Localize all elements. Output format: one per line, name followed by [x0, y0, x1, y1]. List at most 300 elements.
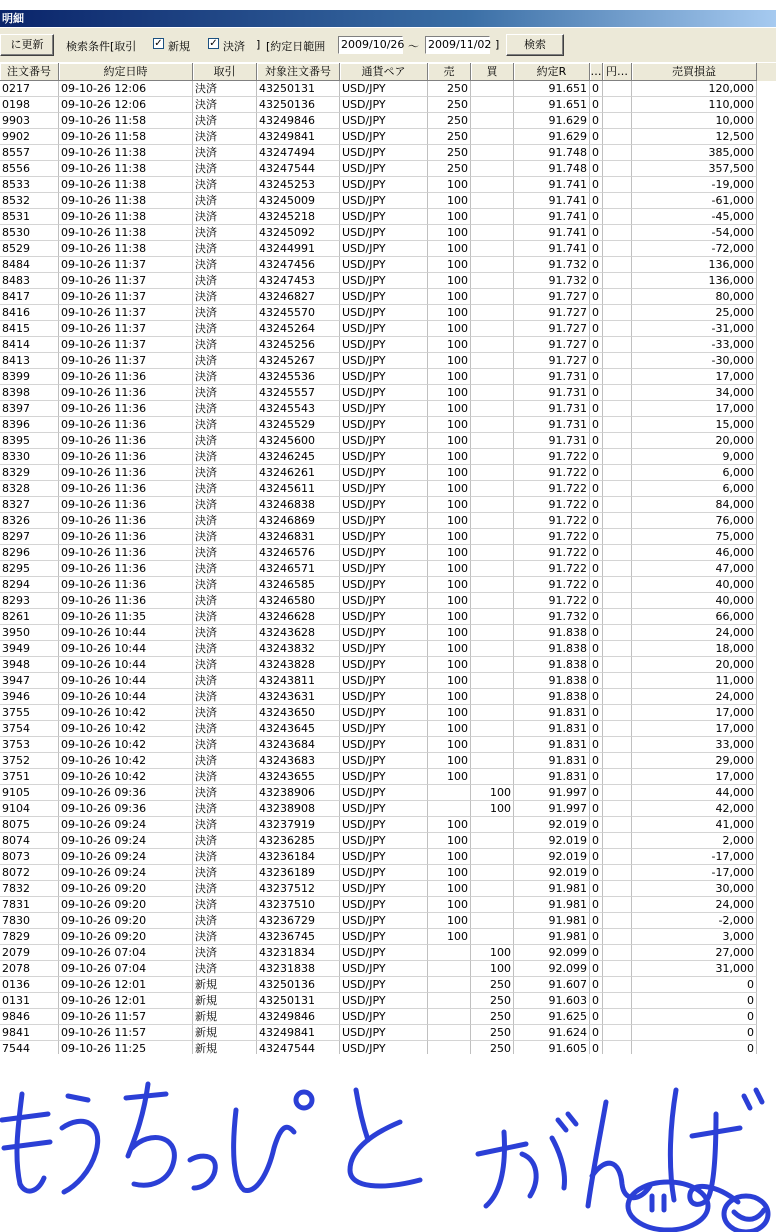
table-row[interactable]	[0, 369, 776, 385]
cell-sell-qty: 100	[428, 257, 471, 273]
cell-col-misc: 0	[590, 561, 603, 577]
cell-sell-qty: 100	[428, 433, 471, 449]
cell-sell-qty: 100	[428, 881, 471, 897]
table-row[interactable]	[0, 449, 776, 465]
cell-col-misc: 0	[590, 961, 603, 977]
cell-currency-pair: USD/JPY	[340, 977, 428, 993]
cell-col-yen	[603, 1041, 632, 1054]
table-row[interactable]	[0, 1041, 776, 1054]
cell-buy-qty	[471, 593, 514, 609]
cell-exec-rate: 91.727	[514, 305, 590, 321]
cell-exec-rate: 92.019	[514, 817, 590, 833]
cell-order-no: 8416	[0, 305, 59, 321]
cell-col-misc: 0	[590, 433, 603, 449]
cell-exec-time: 09-10-26 11:38	[59, 209, 193, 225]
cell-order-no: 0217	[0, 81, 59, 97]
cell-profit-loss: 47,000	[632, 561, 757, 577]
cell-exec-rate: 91.722	[514, 449, 590, 465]
table-row[interactable]	[0, 609, 776, 625]
cell-col-yen	[603, 817, 632, 833]
cell-profit-loss: 24,000	[632, 897, 757, 913]
cell-sell-qty	[428, 1009, 471, 1025]
table-row[interactable]	[0, 945, 776, 961]
cell-target-order-no: 43246580	[257, 593, 340, 609]
cell-col-yen	[603, 577, 632, 593]
cell-buy-qty	[471, 657, 514, 673]
cell-target-order-no: 43250136	[257, 97, 340, 113]
cell-profit-loss: 44,000	[632, 785, 757, 801]
column-header-target-order-no[interactable]: 対象注文番号	[257, 63, 340, 81]
cell-currency-pair: USD/JPY	[340, 145, 428, 161]
cell-col-misc: 0	[590, 161, 603, 177]
cell-exec-time: 09-10-26 09:36	[59, 785, 193, 801]
cell-currency-pair: USD/JPY	[340, 561, 428, 577]
cell-target-order-no: 43249846	[257, 113, 340, 129]
table-row[interactable]	[0, 705, 776, 721]
cell-col-yen	[603, 977, 632, 993]
cell-order-no: 8329	[0, 465, 59, 481]
cell-target-order-no: 43245218	[257, 209, 340, 225]
cell-profit-loss: 40,000	[632, 577, 757, 593]
cell-currency-pair: USD/JPY	[340, 993, 428, 1009]
cell-exec-rate: 91.831	[514, 769, 590, 785]
cell-profit-loss: 80,000	[632, 289, 757, 305]
cell-trade-type: 決済	[193, 673, 257, 689]
cell-sell-qty: 100	[428, 689, 471, 705]
cell-col-yen	[603, 417, 632, 433]
cell-buy-qty	[471, 337, 514, 353]
cell-col-yen	[603, 737, 632, 753]
cell-sell-qty: 100	[428, 625, 471, 641]
cell-col-yen	[603, 865, 632, 881]
table-row[interactable]	[0, 273, 776, 289]
cell-order-no: 8261	[0, 609, 59, 625]
cell-buy-qty	[471, 737, 514, 753]
cell-currency-pair: USD/JPY	[340, 337, 428, 353]
table-row[interactable]	[0, 657, 776, 673]
cell-exec-time: 09-10-26 11:36	[59, 417, 193, 433]
cell-exec-time: 09-10-26 10:44	[59, 657, 193, 673]
cell-order-no: 3754	[0, 721, 59, 737]
handwritten-message	[0, 1056, 776, 1232]
cell-currency-pair: USD/JPY	[340, 737, 428, 753]
cell-exec-rate: 91.741	[514, 241, 590, 257]
cell-exec-time: 09-10-26 09:20	[59, 897, 193, 913]
cell-exec-time: 09-10-26 11:37	[59, 305, 193, 321]
cell-profit-loss: 33,000	[632, 737, 757, 753]
cell-col-misc: 0	[590, 273, 603, 289]
cell-currency-pair: USD/JPY	[340, 433, 428, 449]
cell-sell-qty: 100	[428, 369, 471, 385]
cell-buy-qty	[471, 433, 514, 449]
cell-order-no: 8396	[0, 417, 59, 433]
cell-profit-loss: 0	[632, 1025, 757, 1041]
cell-sell-qty: 100	[428, 337, 471, 353]
cell-exec-rate: 91.722	[514, 529, 590, 545]
cell-currency-pair: USD/JPY	[340, 321, 428, 337]
new-checkbox[interactable]: ✓	[154, 38, 163, 49]
table-row[interactable]	[0, 97, 776, 113]
cell-buy-qty: 250	[471, 993, 514, 1009]
table-row[interactable]	[0, 961, 776, 977]
cell-profit-loss: 75,000	[632, 529, 757, 545]
table-row[interactable]	[0, 897, 776, 913]
table-row[interactable]	[0, 257, 776, 273]
cell-col-misc: 0	[590, 737, 603, 753]
cell-exec-time: 09-10-26 09:24	[59, 817, 193, 833]
cell-target-order-no: 43247453	[257, 273, 340, 289]
cell-buy-qty	[471, 881, 514, 897]
cell-col-yen	[603, 97, 632, 113]
cell-buy-qty	[471, 289, 514, 305]
cell-profit-loss: 17,000	[632, 401, 757, 417]
table-row[interactable]	[0, 305, 776, 321]
table-row[interactable]	[0, 1009, 776, 1025]
cell-currency-pair: USD/JPY	[340, 353, 428, 369]
cell-order-no: 8295	[0, 561, 59, 577]
table-row[interactable]	[0, 801, 776, 817]
table-row[interactable]	[0, 721, 776, 737]
cell-sell-qty: 100	[428, 401, 471, 417]
cell-order-no: 8293	[0, 593, 59, 609]
cell-trade-type: 決済	[193, 545, 257, 561]
cell-trade-type: 新規	[193, 1025, 257, 1041]
cell-profit-loss: 385,000	[632, 145, 757, 161]
cell-trade-type: 決済	[193, 337, 257, 353]
cell-buy-qty	[471, 225, 514, 241]
cell-sell-qty: 100	[428, 209, 471, 225]
cell-target-order-no: 43247544	[257, 1041, 340, 1054]
column-header-col-yen[interactable]: 円…	[603, 63, 632, 81]
cell-exec-rate: 91.838	[514, 625, 590, 641]
cell-exec-time: 09-10-26 10:42	[59, 753, 193, 769]
cell-col-misc: 0	[590, 305, 603, 321]
cell-trade-type: 決済	[193, 721, 257, 737]
table-row[interactable]	[0, 1025, 776, 1041]
table-row[interactable]	[0, 817, 776, 833]
cell-buy-qty	[471, 401, 514, 417]
cell-col-yen	[603, 369, 632, 385]
cell-sell-qty: 100	[428, 897, 471, 913]
cell-buy-qty	[471, 753, 514, 769]
cell-col-misc: 0	[590, 289, 603, 305]
cell-buy-qty	[471, 257, 514, 273]
cell-exec-time: 09-10-26 11:36	[59, 497, 193, 513]
table-row[interactable]	[0, 321, 776, 337]
cell-currency-pair: USD/JPY	[340, 193, 428, 209]
table-row[interactable]	[0, 145, 776, 161]
table-row[interactable]	[0, 481, 776, 497]
cell-profit-loss: 18,000	[632, 641, 757, 657]
cell-col-yen	[603, 337, 632, 353]
cell-currency-pair: USD/JPY	[340, 1025, 428, 1041]
cell-target-order-no: 43245009	[257, 193, 340, 209]
cell-target-order-no: 43246245	[257, 449, 340, 465]
table-row[interactable]	[0, 129, 776, 145]
table-row[interactable]	[0, 545, 776, 561]
table-row[interactable]	[0, 993, 776, 1009]
cell-trade-type: 決済	[193, 833, 257, 849]
table-row[interactable]	[0, 241, 776, 257]
column-header-sell-qty[interactable]: 売	[428, 63, 471, 81]
cell-exec-rate: 92.019	[514, 865, 590, 881]
cell-buy-qty	[471, 641, 514, 657]
cell-sell-qty: 250	[428, 145, 471, 161]
cell-target-order-no: 43246576	[257, 545, 340, 561]
table-row[interactable]	[0, 513, 776, 529]
cell-col-yen	[603, 257, 632, 273]
cell-col-misc: 0	[590, 881, 603, 897]
cell-order-no: 3751	[0, 769, 59, 785]
column-header-currency-pair[interactable]: 通貨ペア	[340, 63, 428, 81]
table-row[interactable]	[0, 673, 776, 689]
cell-order-no: 8398	[0, 385, 59, 401]
cell-exec-time: 09-10-26 11:36	[59, 385, 193, 401]
cell-exec-time: 09-10-26 10:42	[59, 737, 193, 753]
cell-order-no: 8556	[0, 161, 59, 177]
table-row[interactable]	[0, 929, 776, 945]
table-row[interactable]	[0, 337, 776, 353]
cell-trade-type: 決済	[193, 97, 257, 113]
date-from-input[interactable]: 2009/10/26	[338, 36, 403, 54]
cell-trade-type: 決済	[193, 225, 257, 241]
cell-currency-pair: USD/JPY	[340, 241, 428, 257]
cell-col-yen	[603, 433, 632, 449]
cell-trade-type: 新規	[193, 977, 257, 993]
cell-trade-type: 決済	[193, 593, 257, 609]
cell-target-order-no: 43247456	[257, 257, 340, 273]
cell-target-order-no: 43236189	[257, 865, 340, 881]
cell-target-order-no: 43243628	[257, 625, 340, 641]
cell-target-order-no: 43249846	[257, 1009, 340, 1025]
cell-exec-time: 09-10-26 11:36	[59, 545, 193, 561]
cell-buy-qty: 100	[471, 801, 514, 817]
cell-col-misc: 0	[590, 529, 603, 545]
cell-order-no: 2078	[0, 961, 59, 977]
table-row[interactable]	[0, 593, 776, 609]
table-row[interactable]	[0, 977, 776, 993]
cell-col-misc: 0	[590, 113, 603, 129]
cell-currency-pair: USD/JPY	[340, 161, 428, 177]
cell-sell-qty: 100	[428, 737, 471, 753]
cell-trade-type: 決済	[193, 849, 257, 865]
table-row[interactable]	[0, 577, 776, 593]
cell-exec-time: 09-10-26 11:35	[59, 609, 193, 625]
cell-trade-type: 決済	[193, 289, 257, 305]
cell-exec-rate: 91.722	[514, 561, 590, 577]
table-row[interactable]	[0, 113, 776, 129]
cell-sell-qty: 100	[428, 817, 471, 833]
cell-target-order-no: 43246261	[257, 465, 340, 481]
cell-currency-pair: USD/JPY	[340, 753, 428, 769]
cell-trade-type: 決済	[193, 513, 257, 529]
cell-order-no: 3947	[0, 673, 59, 689]
cell-exec-rate: 91.741	[514, 209, 590, 225]
column-header-col-misc[interactable]: …	[590, 63, 603, 81]
table-row[interactable]	[0, 209, 776, 225]
column-header-trade-type[interactable]: 取引	[193, 63, 257, 81]
table-row[interactable]	[0, 81, 776, 97]
cell-exec-time: 09-10-26 10:42	[59, 705, 193, 721]
date-to-input[interactable]: 2009/11/02	[425, 36, 490, 54]
cell-profit-loss: 3,000	[632, 929, 757, 945]
cell-col-misc: 0	[590, 209, 603, 225]
column-header-exec-rate[interactable]: 約定R	[514, 63, 590, 81]
cell-col-yen	[603, 289, 632, 305]
table-row[interactable]	[0, 193, 776, 209]
cell-currency-pair: USD/JPY	[340, 481, 428, 497]
table-row[interactable]	[0, 753, 776, 769]
table-row[interactable]	[0, 833, 776, 849]
cell-col-yen	[603, 209, 632, 225]
cell-trade-type: 決済	[193, 113, 257, 129]
table-row[interactable]	[0, 289, 776, 305]
window-title-bar	[0, 10, 776, 27]
cell-exec-rate: 91.722	[514, 497, 590, 513]
cell-col-yen	[603, 785, 632, 801]
cell-col-yen	[603, 449, 632, 465]
cell-buy-qty	[471, 97, 514, 113]
table-row[interactable]	[0, 785, 776, 801]
cell-order-no: 3949	[0, 641, 59, 657]
cell-buy-qty: 250	[471, 1025, 514, 1041]
settle-checkbox[interactable]: ✓	[209, 38, 218, 49]
cell-profit-loss: 110,000	[632, 97, 757, 113]
table-row[interactable]	[0, 417, 776, 433]
cell-order-no: 8531	[0, 209, 59, 225]
table-row[interactable]	[0, 529, 776, 545]
table-row[interactable]	[0, 497, 776, 513]
cell-col-misc: 0	[590, 689, 603, 705]
cell-currency-pair: USD/JPY	[340, 577, 428, 593]
cell-order-no: 8529	[0, 241, 59, 257]
table-row[interactable]	[0, 385, 776, 401]
cell-col-misc: 0	[590, 449, 603, 465]
cell-target-order-no: 43243828	[257, 657, 340, 673]
cell-order-no: 9902	[0, 129, 59, 145]
cell-col-misc: 0	[590, 641, 603, 657]
cell-order-no: 8414	[0, 337, 59, 353]
cell-order-no: 8327	[0, 497, 59, 513]
cell-sell-qty	[428, 945, 471, 961]
cell-buy-qty	[471, 561, 514, 577]
cell-col-misc: 0	[590, 721, 603, 737]
cell-profit-loss: 0	[632, 977, 757, 993]
table-row[interactable]	[0, 769, 776, 785]
cell-exec-rate: 91.838	[514, 673, 590, 689]
cell-currency-pair: USD/JPY	[340, 769, 428, 785]
table-row[interactable]	[0, 401, 776, 417]
cell-exec-time: 09-10-26 07:04	[59, 945, 193, 961]
column-header-order-no[interactable]: 注文番号	[0, 63, 59, 81]
cell-buy-qty	[471, 577, 514, 593]
column-header-profit-loss[interactable]: 売買損益	[632, 63, 757, 81]
cell-exec-time: 09-10-26 11:37	[59, 353, 193, 369]
cell-order-no: 7831	[0, 897, 59, 913]
column-header-buy-qty[interactable]: 買	[471, 63, 514, 81]
table-row[interactable]	[0, 177, 776, 193]
cell-exec-rate: 91.722	[514, 513, 590, 529]
cell-col-misc: 0	[590, 705, 603, 721]
cell-col-misc: 0	[590, 913, 603, 929]
table-row[interactable]	[0, 433, 776, 449]
cell-order-no: 8296	[0, 545, 59, 561]
cell-trade-type: 新規	[193, 993, 257, 1009]
table-row[interactable]	[0, 913, 776, 929]
column-header-exec-time[interactable]: 約定日時	[59, 63, 193, 81]
cell-exec-time: 09-10-26 11:37	[59, 289, 193, 305]
cell-profit-loss: 15,000	[632, 417, 757, 433]
table-row[interactable]	[0, 625, 776, 641]
cell-order-no: 8072	[0, 865, 59, 881]
cell-exec-rate: 91.727	[514, 321, 590, 337]
cell-order-no: 3946	[0, 689, 59, 705]
cell-target-order-no: 43243683	[257, 753, 340, 769]
table-row[interactable]	[0, 689, 776, 705]
cell-order-no: 8328	[0, 481, 59, 497]
cell-currency-pair: USD/JPY	[340, 1009, 428, 1025]
cell-col-misc: 0	[590, 257, 603, 273]
cell-currency-pair: USD/JPY	[340, 641, 428, 657]
cell-col-yen	[603, 273, 632, 289]
table-row[interactable]	[0, 865, 776, 881]
cell-trade-type: 決済	[193, 529, 257, 545]
table-row[interactable]	[0, 353, 776, 369]
cell-exec-time: 09-10-26 09:20	[59, 929, 193, 945]
cell-profit-loss: 76,000	[632, 513, 757, 529]
cell-target-order-no: 43236285	[257, 833, 340, 849]
cell-target-order-no: 43243832	[257, 641, 340, 657]
cell-exec-time: 09-10-26 11:37	[59, 273, 193, 289]
table-row[interactable]	[0, 881, 776, 897]
cell-col-misc: 0	[590, 897, 603, 913]
cell-target-order-no: 43245557	[257, 385, 340, 401]
cell-exec-time: 09-10-26 11:38	[59, 145, 193, 161]
cell-order-no: 7832	[0, 881, 59, 897]
cell-buy-qty	[471, 817, 514, 833]
table-row[interactable]	[0, 225, 776, 241]
cell-col-misc: 0	[590, 577, 603, 593]
cell-col-misc: 0	[590, 481, 603, 497]
cell-exec-time: 09-10-26 10:44	[59, 689, 193, 705]
table-row[interactable]	[0, 161, 776, 177]
cell-col-yen	[603, 113, 632, 129]
cell-sell-qty: 100	[428, 385, 471, 401]
table-row[interactable]	[0, 641, 776, 657]
cell-currency-pair: USD/JPY	[340, 449, 428, 465]
cell-exec-time: 09-10-26 09:20	[59, 881, 193, 897]
cell-col-misc: 0	[590, 1025, 603, 1041]
cell-target-order-no: 43238906	[257, 785, 340, 801]
cell-col-misc: 0	[590, 1009, 603, 1025]
cell-exec-time: 09-10-26 11:37	[59, 257, 193, 273]
search-button[interactable]: 検索	[506, 34, 564, 56]
cell-trade-type: 決済	[193, 817, 257, 833]
table-row[interactable]	[0, 465, 776, 481]
table-row[interactable]	[0, 737, 776, 753]
cell-trade-type: 決済	[193, 257, 257, 273]
cell-sell-qty: 100	[428, 177, 471, 193]
cell-profit-loss: 20,000	[632, 433, 757, 449]
cell-col-misc: 0	[590, 145, 603, 161]
cell-profit-loss: -2,000	[632, 913, 757, 929]
table-row[interactable]	[0, 561, 776, 577]
refresh-button[interactable]: に更新	[0, 34, 54, 56]
cell-exec-time: 09-10-26 11:25	[59, 1041, 193, 1054]
cell-buy-qty: 100	[471, 961, 514, 977]
cell-profit-loss: 11,000	[632, 673, 757, 689]
table-row[interactable]	[0, 849, 776, 865]
